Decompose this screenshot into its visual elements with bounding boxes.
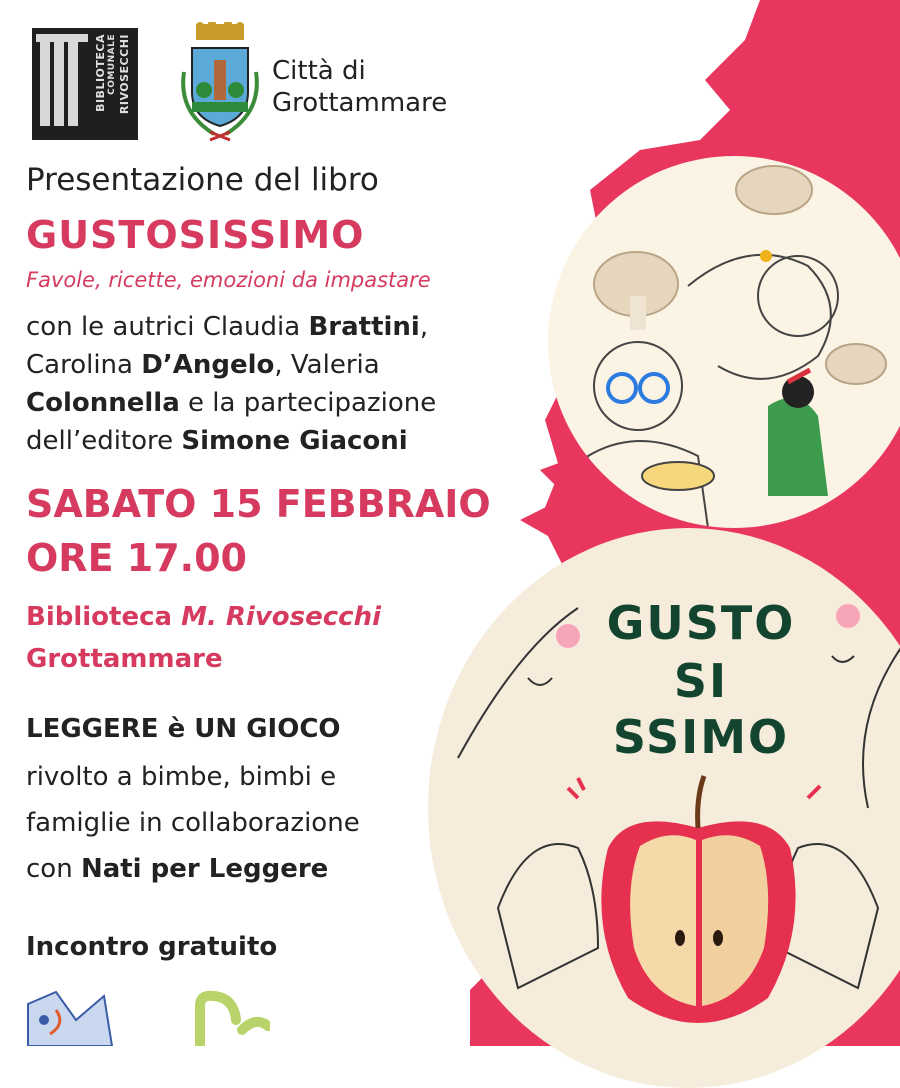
- authors-line-2: Carolina D’Angelo, Valeria: [26, 350, 380, 380]
- city-name-line2: Grottammare: [272, 88, 448, 118]
- event-date: SABATO 15 FEBBRAIO: [26, 482, 491, 526]
- cover-title-line1: GUSTO: [606, 596, 796, 650]
- nati-per-leggere-logo-icon: [180, 990, 270, 1046]
- venue-name: Biblioteca M. Rivosecchi: [26, 602, 382, 632]
- book-title: GUSTOSISSIMO: [26, 213, 365, 257]
- reading-line-1: rivolto a bimbe, bimbi e: [26, 762, 337, 792]
- intro-heading: Presentazione del libro: [26, 162, 379, 198]
- cover-title-line2: SI: [673, 654, 729, 708]
- column-icon: [54, 38, 64, 126]
- chefs-illustration: [548, 156, 900, 528]
- reading-line-2: famiglie in collaborazione: [26, 808, 360, 838]
- library-logo: BIBLIOTECA COMUNALE RIVOSECCHI: [32, 28, 138, 140]
- venue-city: Grottammare: [26, 644, 223, 674]
- reading-line-3: con Nati per Leggere: [26, 854, 329, 884]
- mushroom-icon: [826, 344, 886, 384]
- reading-title: LEGGERE è UN GIOCO: [26, 714, 341, 744]
- illustration-circle-top: [548, 156, 900, 528]
- authors-line-3: Colonnella e la partecipazione: [26, 388, 437, 418]
- cover-title-line3: SSIMO: [612, 710, 790, 764]
- partner-logo-icon: [26, 990, 114, 1046]
- authors-line-1: con le autrici Claudia Brattini,: [26, 312, 429, 342]
- mushroom-icon: [736, 166, 812, 214]
- book-subtitle: Favole, ricette, emozioni da impastare: [26, 268, 431, 292]
- event-time: ORE 17.00: [26, 536, 247, 580]
- free-entry-note: Incontro gratuito: [26, 932, 278, 962]
- authors-line-4: dell’editore Simone Giaconi: [26, 426, 408, 456]
- city-crest-icon: [174, 22, 266, 144]
- column-icon: [68, 38, 78, 126]
- column-icon: [40, 38, 50, 126]
- city-name-line1: Città di: [272, 56, 366, 86]
